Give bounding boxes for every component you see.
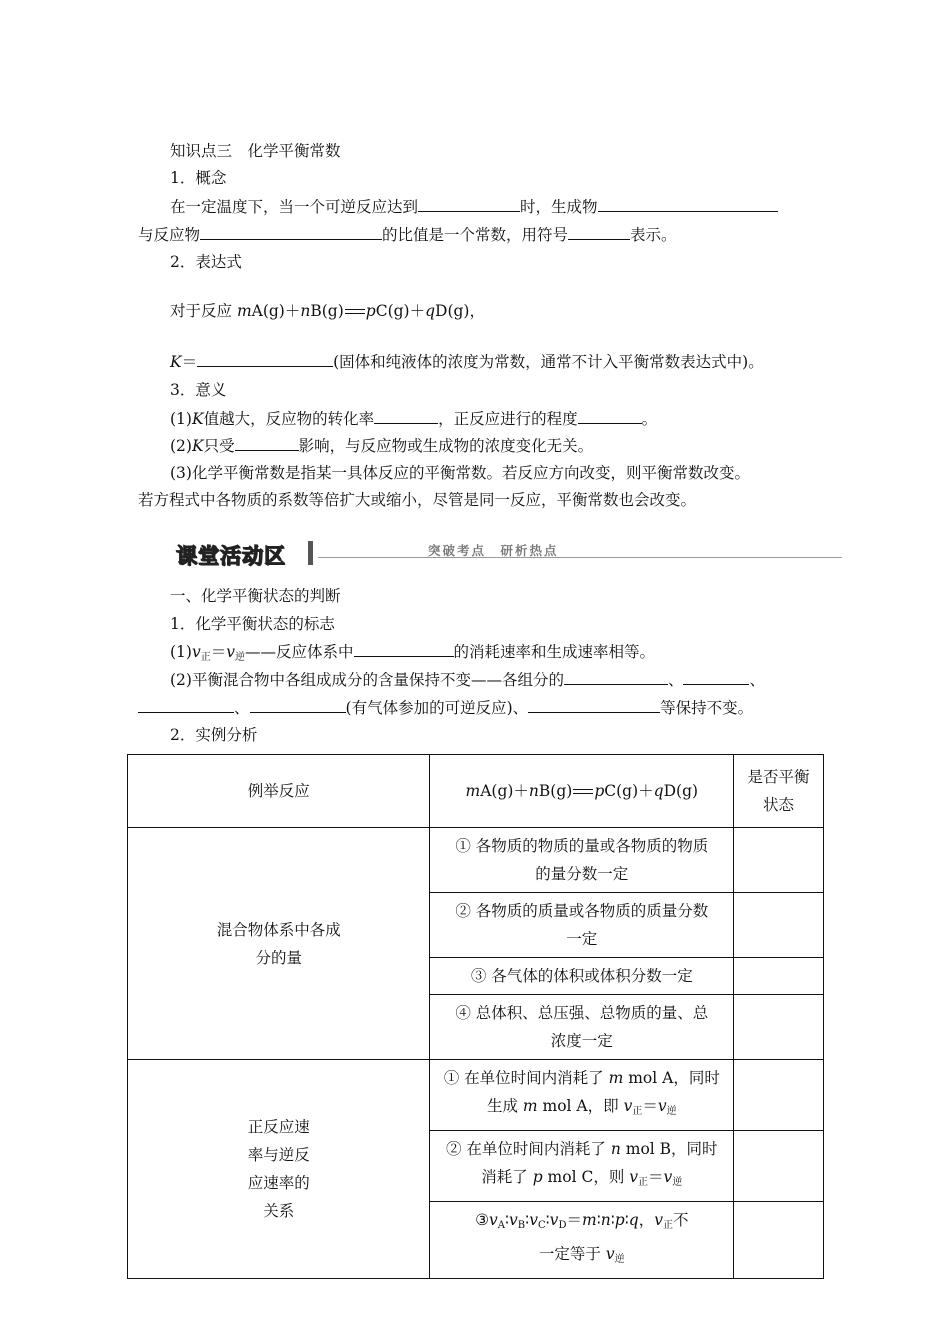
- text-line: [440, 1092, 723, 1126]
- sign-2-line-2: [138, 697, 753, 718]
- meaning-title: 3．意义: [170, 381, 227, 399]
- knowledge-heading: 知识点三 化学平衡常数: [170, 142, 341, 160]
- text: ② 在单位时间内消耗了: [445, 1140, 611, 1158]
- var-n: n: [600, 1211, 611, 1229]
- answer-cell[interactable]: [734, 995, 824, 1060]
- var-n: n: [300, 302, 311, 320]
- sign-title: 1．化学平衡状态的标志: [170, 615, 335, 633]
- answer-cell[interactable]: [734, 893, 824, 958]
- text: ＝: [648, 1168, 664, 1186]
- text: 混合物体系中各成: [216, 920, 341, 939]
- text: 是否平衡: [747, 768, 810, 786]
- table-cell: [430, 1202, 734, 1279]
- answer-cell[interactable]: [734, 1060, 824, 1131]
- meaning-3-line-2: 若方程式中各物质的系数等倍扩大或缩小，尽管是同一反应，平衡常数也会改变。: [138, 491, 697, 509]
- text: (1): [170, 410, 192, 428]
- subscript: 正: [662, 1220, 673, 1231]
- v-symbol: v: [657, 1097, 667, 1115]
- text: ① 各物质的物质的量或各物质的物质: [455, 837, 709, 855]
- var-q: q: [653, 782, 664, 800]
- meaning-1: [170, 408, 657, 429]
- subscript: A: [497, 1220, 505, 1231]
- meaning-3-line-1: (3)化学平衡常数是指某一具体反应的平衡常数。若反应方向改变，则平衡常数改变。: [170, 464, 750, 482]
- table-cell: [430, 828, 734, 893]
- banner-divider: [308, 541, 313, 565]
- text: mol C，则: [542, 1168, 630, 1186]
- text: mol B，同时: [620, 1140, 718, 1158]
- table-row: [128, 828, 824, 893]
- text: 应速率的: [247, 1174, 310, 1192]
- expr-title: 2．表达式: [170, 253, 242, 271]
- text: ——反应体系中: [245, 643, 354, 661]
- subscript: 逆: [614, 1254, 625, 1265]
- example-title: 2．实例分析: [170, 726, 258, 744]
- text: ∶: [596, 1211, 601, 1229]
- text: 分的量: [255, 948, 302, 967]
- header-equation: mA(g)＋nB(g) pC(g)＋qD(g): [430, 755, 734, 828]
- text: 消耗了: [481, 1168, 533, 1186]
- text: mol A，即: [537, 1097, 624, 1115]
- text: 对于反应: [170, 302, 237, 320]
- text: mol A，同时: [623, 1069, 720, 1087]
- text: 正反应速: [247, 1118, 310, 1136]
- text-line: [440, 1163, 723, 1197]
- equilibrium-arrow-icon: [572, 786, 594, 798]
- v-symbol: v: [654, 1211, 663, 1229]
- text: 一定: [566, 930, 598, 948]
- text: ④ 总体积、总压强、总物质的量、总: [455, 1004, 709, 1022]
- text: ② 各物质的质量或各物质的质量分数: [455, 902, 709, 920]
- header-reaction: 例举反应: [128, 755, 430, 828]
- text: ＝: [210, 643, 227, 661]
- text: 影响，与反应物或生成物的浓度变化无关。: [298, 437, 594, 455]
- text: 在一定温度下，当一个可逆反应达到: [170, 198, 419, 216]
- v-symbol: v: [529, 1211, 538, 1229]
- var-p: p: [614, 1211, 625, 1229]
- fill-blank[interactable]: [197, 351, 333, 367]
- text: 只受: [203, 437, 235, 455]
- text: ∶: [624, 1211, 629, 1229]
- k-symbol: K: [170, 353, 182, 371]
- text: (2)平衡混合物中各组成成分的含量保持不变——各组分的: [170, 671, 564, 689]
- var-m: m: [465, 782, 481, 800]
- table-row: [128, 1060, 824, 1131]
- text: 值越大，反应物的转化率: [203, 410, 375, 428]
- v-symbol: v: [663, 1168, 673, 1186]
- v-symbol: v: [549, 1211, 559, 1229]
- subscript: 正: [632, 1106, 643, 1117]
- subscript: 正: [638, 1177, 649, 1188]
- v-symbol: v: [623, 1097, 633, 1115]
- fill-blank[interactable]: [598, 196, 778, 212]
- var-p: p: [532, 1168, 543, 1186]
- subscript: 逆: [666, 1106, 677, 1117]
- text: ＝: [642, 1097, 658, 1115]
- fill-blank[interactable]: [683, 669, 749, 685]
- table-row: [128, 755, 824, 828]
- header-balance: [734, 755, 824, 828]
- group1-label: [128, 828, 430, 1060]
- fill-blank[interactable]: [528, 697, 660, 713]
- text: 不: [672, 1211, 689, 1229]
- text: 表示。: [630, 226, 677, 244]
- answer-cell[interactable]: [734, 1131, 824, 1202]
- example-table: [127, 754, 824, 1279]
- fill-blank[interactable]: [374, 408, 438, 424]
- table-cell: [430, 1060, 734, 1131]
- fill-blank[interactable]: [200, 224, 382, 240]
- concept-line-2: [138, 224, 677, 245]
- text: ＝: [566, 1211, 582, 1229]
- subscript: 正: [200, 652, 211, 663]
- concept-line-1: [170, 196, 778, 217]
- text: (有气体参加的可逆反应)、: [345, 699, 529, 717]
- text-line: [440, 1064, 723, 1092]
- sign-1: [170, 641, 655, 668]
- text: 的比值是一个常数，用符号: [382, 226, 569, 244]
- fill-blank[interactable]: [568, 224, 630, 240]
- concept-title: 1．概念: [170, 169, 227, 187]
- var-p: p: [365, 302, 376, 320]
- answer-cell[interactable]: [734, 1202, 824, 1279]
- equilibrium-arrow-icon: [344, 306, 366, 318]
- table-cell: ③ 各气体的体积或体积分数一定: [430, 958, 734, 995]
- text: 与反应物: [138, 226, 201, 244]
- subscript: B: [517, 1220, 526, 1231]
- text: ∶: [525, 1211, 530, 1229]
- text: (固体和纯液体的浓度为常数，通常不计入平衡常数表达式中)。: [333, 353, 764, 371]
- banner-subtitle: 突破考点 研析热点: [428, 543, 559, 558]
- text: 状态: [763, 796, 795, 814]
- fill-blank[interactable]: [578, 408, 642, 424]
- text: 时，生成物: [520, 198, 598, 216]
- text: 、: [667, 671, 684, 689]
- var-m: m: [522, 1097, 538, 1115]
- section-banner: [170, 538, 842, 568]
- reaction-line: 对于反应 mA(g)＋nB(g) pC(g)＋qD(g)，: [170, 302, 485, 320]
- text-line: $③v_A∶v_B∶v_C∶v_D=m∶n∶p∶q$，$v_正$不: [475, 1211, 689, 1231]
- subscript: C: [537, 1220, 546, 1231]
- meaning-2: [170, 435, 593, 456]
- text: 率与逆反: [247, 1146, 310, 1164]
- text-line: [440, 1240, 723, 1274]
- table-cell: [430, 995, 734, 1060]
- var-m: m: [608, 1069, 624, 1087]
- fill-blank[interactable]: [250, 697, 346, 713]
- fill-blank[interactable]: [354, 641, 454, 657]
- v-symbol: v: [629, 1168, 639, 1186]
- var-n: n: [610, 1140, 621, 1158]
- v-symbol: v: [509, 1211, 518, 1229]
- var-m: m: [581, 1211, 597, 1229]
- text: ① 在单位时间内消耗了: [443, 1069, 609, 1087]
- text: ∶: [504, 1211, 510, 1229]
- table-cell: [430, 893, 734, 958]
- subscript: 逆: [672, 1177, 683, 1188]
- v-symbol: v: [226, 643, 236, 661]
- v-symbol: v: [191, 643, 201, 661]
- fill-blank[interactable]: [418, 196, 520, 212]
- text: ，正反应进行的程度: [438, 410, 578, 428]
- text: 一定等于: [538, 1245, 606, 1263]
- text: (1): [170, 643, 192, 661]
- answer-cell[interactable]: [734, 958, 824, 995]
- fill-blank[interactable]: [235, 435, 299, 451]
- k-symbol: K: [191, 437, 204, 455]
- var-m: m: [236, 302, 252, 320]
- group2-label: [128, 1060, 430, 1279]
- table-cell: [430, 1131, 734, 1202]
- text: ∶: [610, 1211, 615, 1229]
- fill-blank[interactable]: [138, 697, 234, 713]
- var-q: q: [628, 1211, 639, 1229]
- sign-2-line-1: [170, 669, 765, 690]
- fill-blank[interactable]: [564, 669, 668, 685]
- var-q: q: [425, 302, 436, 320]
- banner-rule: [318, 557, 842, 558]
- section-heading: 一、化学平衡状态的判断: [170, 587, 341, 605]
- text: 生成: [486, 1097, 523, 1115]
- v-symbol: v: [488, 1211, 498, 1229]
- text: ③: [475, 1211, 489, 1229]
- subscript: 逆: [235, 652, 246, 663]
- text: ＝: [181, 353, 198, 371]
- text: 等保持不变。: [660, 699, 754, 717]
- answer-cell[interactable]: [734, 828, 824, 893]
- banner-title: 课堂活动区: [176, 544, 286, 568]
- text: 的消耗速率和生成速率相等。: [453, 643, 656, 661]
- var-n: n: [528, 782, 539, 800]
- text: 。: [641, 410, 658, 428]
- text: 浓度一定: [550, 1032, 613, 1050]
- k-symbol: K: [191, 410, 204, 428]
- text: 、: [234, 699, 250, 717]
- text: ∶: [545, 1211, 550, 1229]
- subscript: D: [558, 1220, 567, 1231]
- text: 、: [749, 671, 765, 689]
- v-symbol: v: [605, 1245, 615, 1263]
- text: 的量分数一定: [535, 865, 629, 883]
- text-line: [440, 1135, 723, 1163]
- var-p: p: [594, 782, 605, 800]
- k-expression-line: [170, 351, 764, 372]
- text: (2): [170, 437, 192, 455]
- text: 关系: [263, 1202, 295, 1220]
